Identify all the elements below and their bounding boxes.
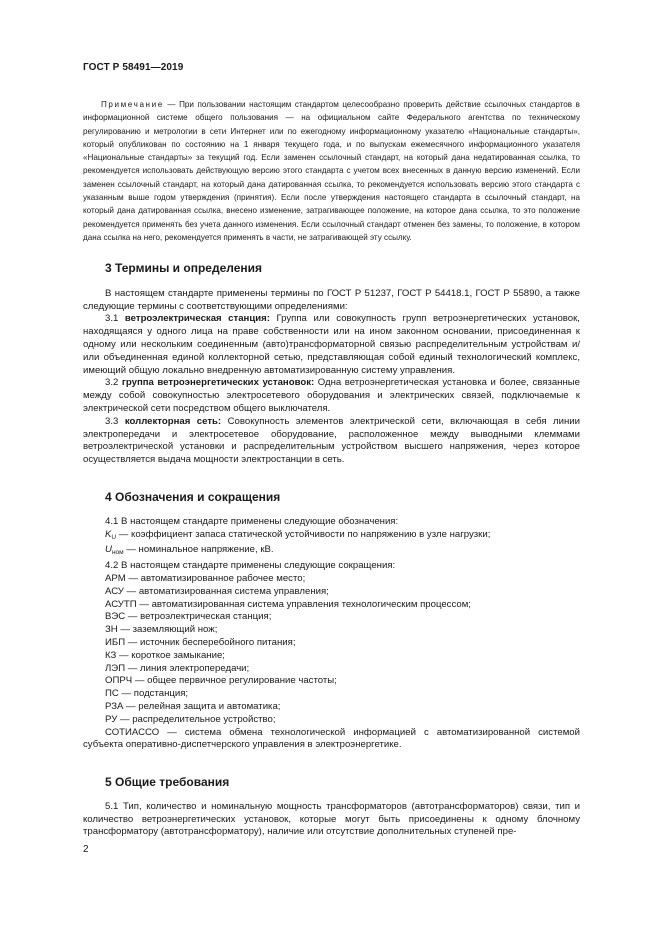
term-definition: Совокупность элементов электрической сети, включающая в себя линии электропередачи и электросетевое оборудование, расположенное между выводными клеммами ветроэлектрической установки и распределительным устройством высшего напряжения, через которое осуществляется выдача мощности электростанции в сеть.: [83, 415, 580, 466]
term-number: 3.3: [105, 415, 125, 427]
section-4-title: 4 Обозначения и сокращения: [105, 489, 281, 504]
abbreviation-item: КЗ — короткое замыкание;: [105, 649, 225, 661]
main-content: [83, 262, 580, 839]
term-definition: Группа или совокупность групп ветроэнергетических установок, находящаяся у одного лица на праве собственности или на ином законном основании, присоединенная к одному или нескольким соединенным (авто)трансформаторной связью распределительным устройствам и/или объединенная единой коллекторной сетью, представляющая собой единый технологический комплекс, имеющий общую локально внедренную автоматизированную систему управления.: [83, 313, 580, 376]
abbreviation-item: ЛЭП — линия электропередачи;: [105, 662, 250, 674]
symbol-unom: [83, 544, 580, 560]
abbreviation-item: ПС — подстанция;: [105, 688, 189, 700]
term-name: группа ветроэнергетических установок:: [121, 377, 315, 389]
section-3-intro: В настоящем стандарте применены термины по ГОСТ Р 51237, ГОСТ Р 54418.1, ГОСТ Р 55890, а также следующие термины с соответствующими определениями:: [83, 287, 580, 312]
document-header: ГОСТ Р 58491—2019: [83, 62, 184, 73]
page-number: 2: [83, 844, 89, 855]
symbol-text: — коэффициент запаса статической устойчивости по напряжению в узле нагрузки;: [116, 528, 491, 540]
note-paragraph: [83, 98, 580, 244]
term-definition: Одна ветроэнергетическая установка и более, связанные между собой совокупностью электросетевого оборудования и электрических связей, подключаемые к электрической сети посредством общего выключателя.: [83, 377, 580, 414]
reference-note: [83, 98, 580, 244]
term-3-2: [83, 377, 580, 415]
note-label: Примечание: [101, 100, 164, 109]
section-3-title: 3 Термины и определения: [105, 261, 263, 275]
symbol-subscript: ном: [111, 549, 124, 557]
abbreviation-item: АСУ — автоматизированная система управления;: [105, 585, 329, 597]
term-number: 3.1: [105, 313, 125, 325]
abbreviation-item: АРМ — автоматизированное рабочее место;: [105, 572, 306, 584]
section-4-2: 4.2 В настоящем стандарте применены следующие сокращения:: [105, 560, 396, 572]
abbreviation-item: ЗН — заземляющий нож;: [105, 624, 218, 636]
abbreviation-item: АСУТП — автоматизированная система управления технологическим процессом;: [105, 598, 471, 610]
abbreviation-item: РУ — распределительное устройство;: [105, 713, 276, 725]
symbol-base: U: [105, 544, 112, 556]
symbol-base: K: [105, 528, 112, 540]
note-text: — При пользовании настоящим стандартом целесообразно проверить действие ссылочных стандартов в информационной системе общего пользования — на официальном сайте Федерального агентства по техническому регулированию и метрологии в сети Интернет или по ежегодному информационному указателю «Национальные стандарты», который опубликован по состоянию на 1 января текущего года, и по выпускам ежемесячного информационного указателя «Национальные стандарты» за текущий год. Если заменен ссылочный стандарт, на который дана недатированная ссылка, то рекомендуется использовать действующую версию этого стандарта с учетом всех внесенных в данную версию изменений. Если заменен ссылочный стандарт, на который дана датированная ссылка, то рекомендуется использовать версию этого стандарта с указанным выше годом утверждения (принятия). Если после утверждения настоящего стандарта в ссылочный стандарт, на который дана датированная ссылка, внесено изменение, затрагивающее положение, на которое дана ссылка, то это положение рекомендуется применять без учета данного изменения. Если ссылочный стандарт отменен без замены, то положение, в котором дана ссылка на него, рекомендуется применять в части, не затрагивающей эту ссылку.: [83, 100, 580, 242]
abbreviation-item: СОТИАССО — система обмена технологической информацией с автоматизированной системой субъекта оперативно-диспетчерского управления в электроэнергетике.: [83, 726, 580, 751]
section-4-1: 4.1 В настоящем стандарте применены следующие обозначения:: [105, 515, 399, 527]
term-3-3: [83, 416, 580, 467]
term-name: коллекторная сеть:: [124, 415, 222, 427]
term-3-1: [83, 313, 580, 377]
section-5-title: 5 Общие требования: [105, 775, 230, 790]
abbreviation-item: ИБП — источник бесперебойного питания;: [105, 636, 296, 648]
term-name: ветроэлектрическая станция:: [124, 313, 270, 325]
abbreviation-item: РЗА — релейная защита и автоматика;: [105, 700, 281, 712]
term-number: 3.2: [105, 377, 122, 389]
section-5-1: 5.1 Тип, количество и номинальную мощность трансформаторов (автотрансформаторов) связи, тип и количество ветроэнергетических установок, которые могут быть присоединены к одному блочному трансформатору (автотрансформатору), наличие или отсутствие дополнительных ступеней пре-: [83, 800, 580, 838]
abbreviation-item: ВЭС — ветроэлектрическая станция;: [105, 611, 272, 623]
abbreviation-item: ОПРЧ — общее первичное регулирование частоты;: [105, 675, 337, 687]
symbol-text: — номинальное напряжение, кВ.: [123, 544, 274, 556]
symbol-subscript: U: [111, 533, 117, 541]
symbol-ku: [83, 529, 580, 545]
